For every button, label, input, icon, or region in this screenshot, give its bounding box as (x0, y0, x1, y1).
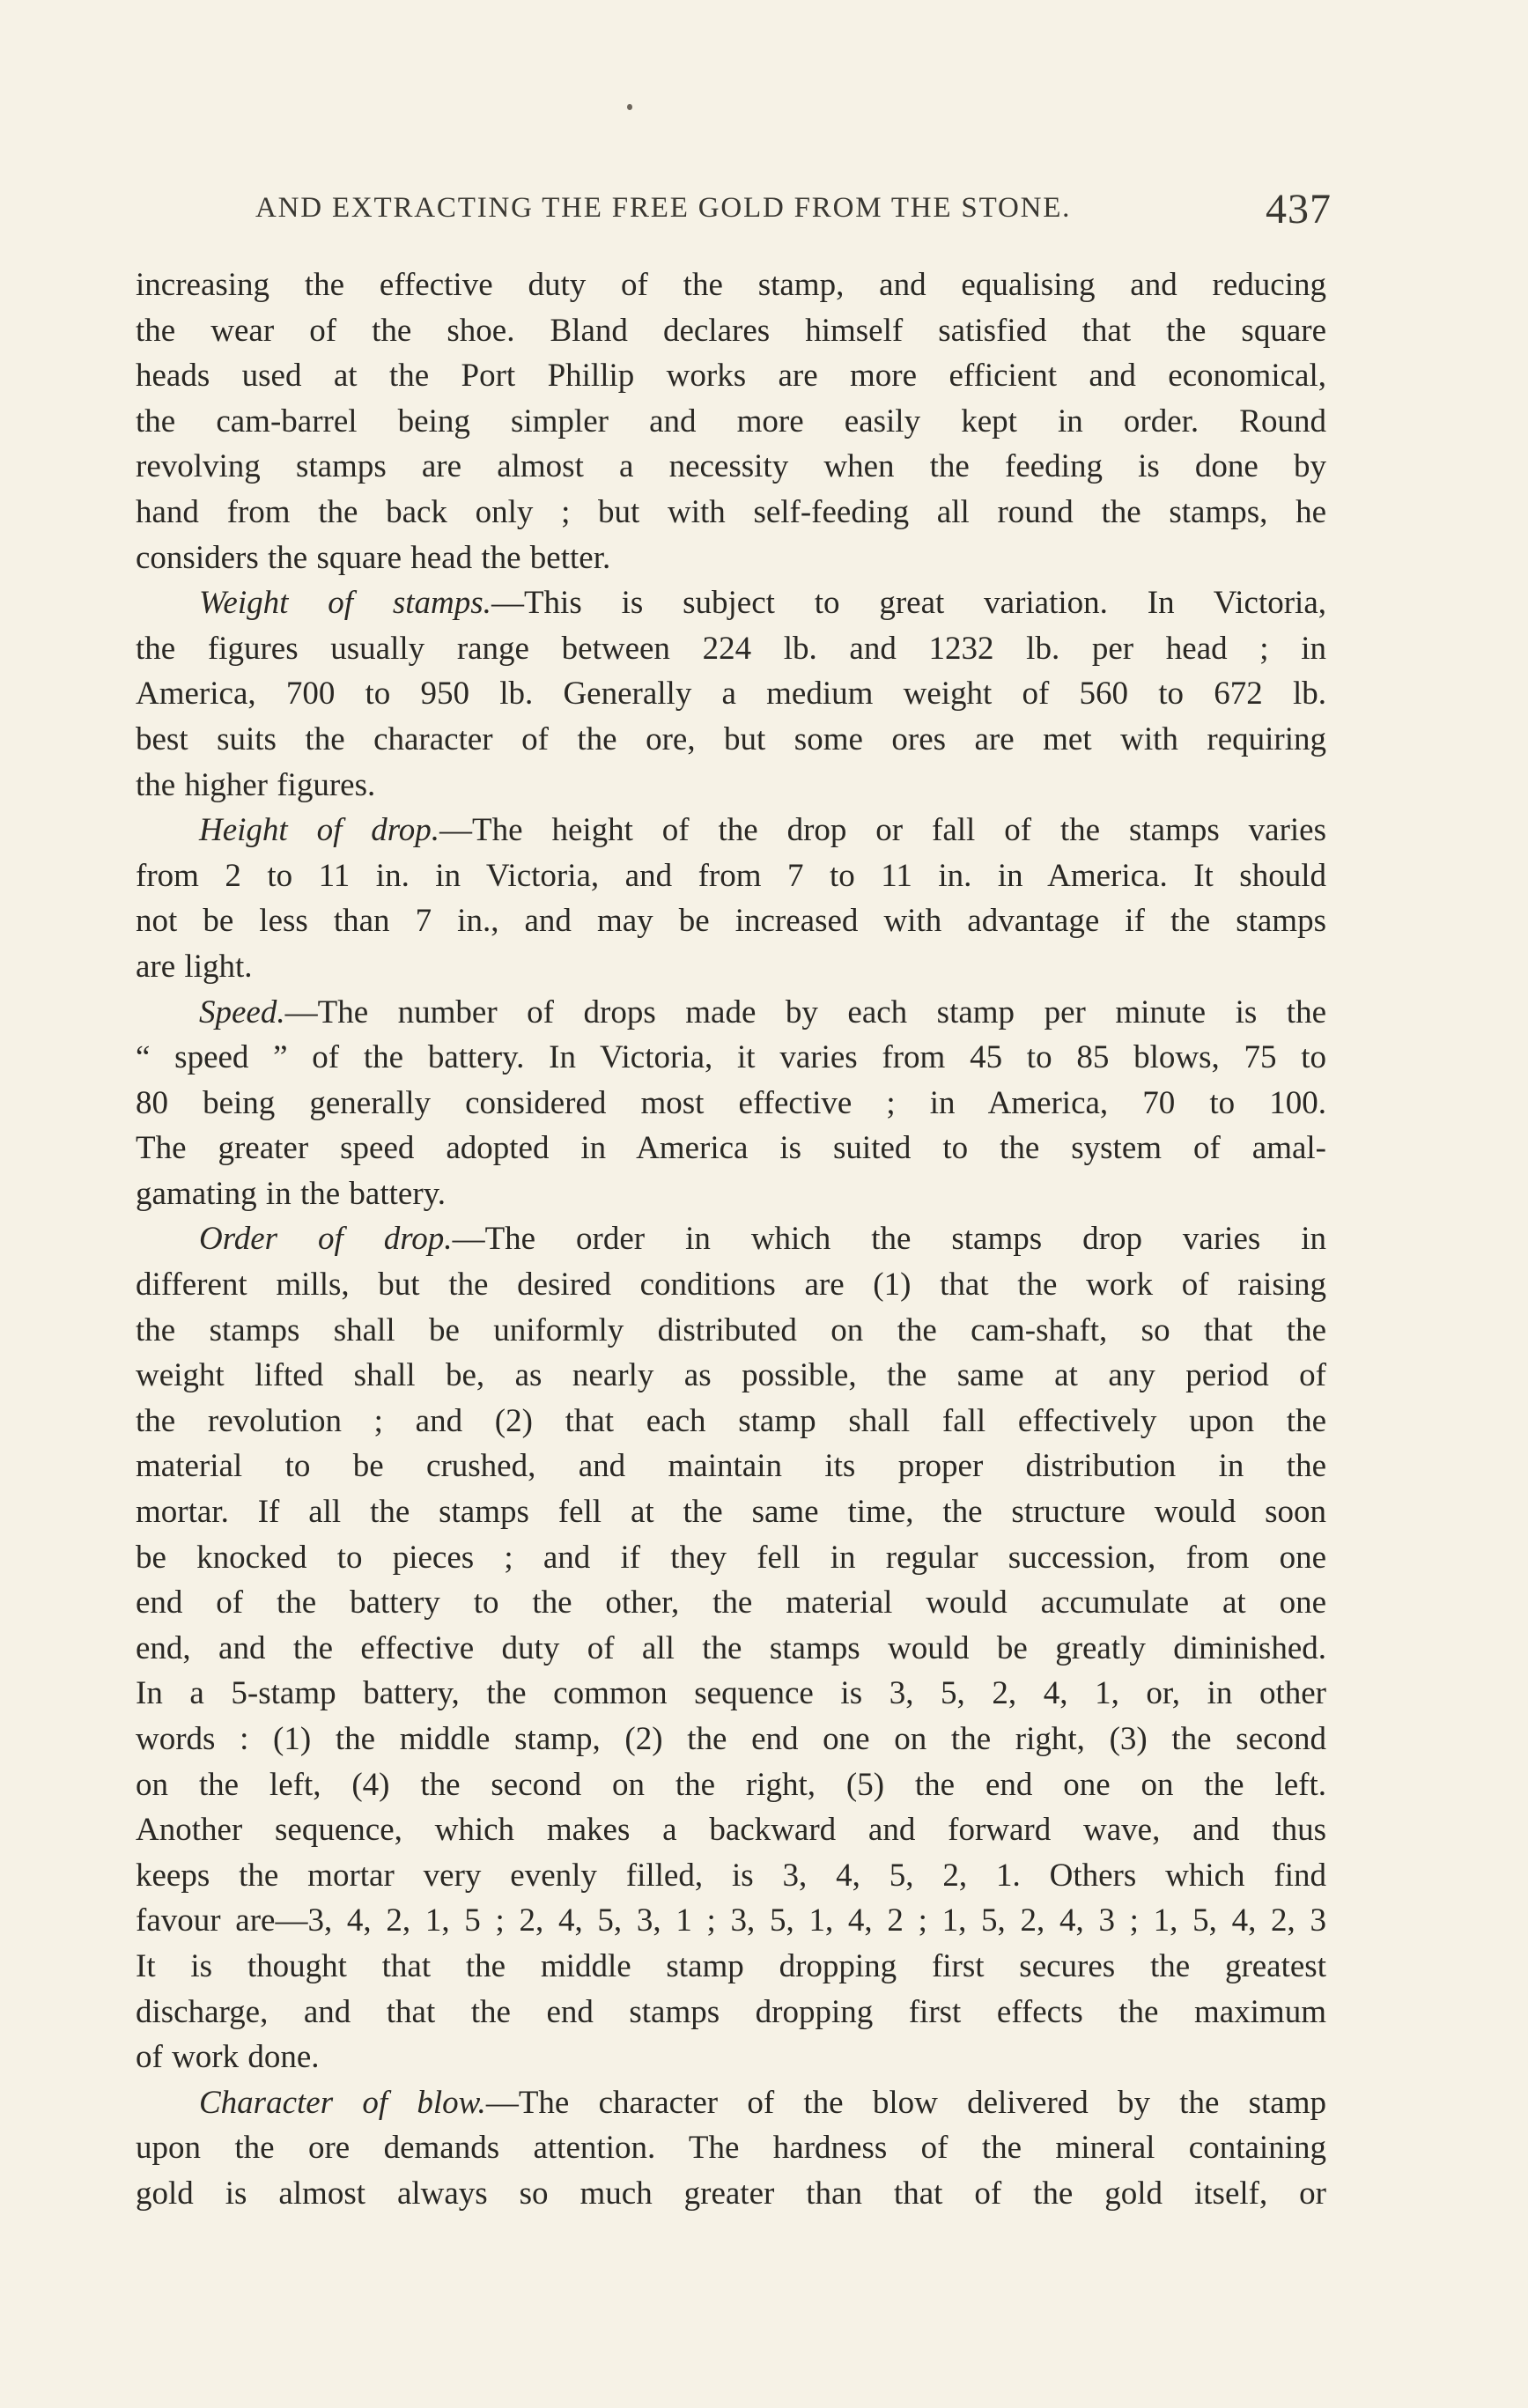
line-text: In a 5-stamp battery, the common sequence is 3, 5, 2, 4, 1, or, in other (136, 1675, 1326, 1712)
paper-speck (627, 104, 632, 110)
line-text: keeps the mortar very evenly filled, is 3, 4, 5, 2, 1. Others which find (136, 1857, 1326, 1894)
text-line (136, 2171, 1326, 2217)
line-text: —The character of the blow delivered by the stamp (485, 2084, 1326, 2121)
line-text: mortar. If all the stamps fell at the same time, the structure would soon (136, 1494, 1326, 1531)
text-line (136, 1308, 1326, 1354)
text-line (136, 2035, 1326, 2080)
line-text: on the left, (4) the second on the right, (5) the end one on the left. (136, 1766, 1326, 1803)
line-text: The greater speed adopted in America is suited to the system of amal- (136, 1130, 1326, 1167)
text-line (136, 308, 1326, 354)
text-line (136, 580, 1326, 626)
line-text: favour are—3, 4, 2, 1, 5 ; 2, 4, 5, 3, 1 ; 3, 5, 1, 4, 2 ; 1, 5, 2, 4, 3 ; 1, 5, 4, 2, 3 (136, 1902, 1326, 1939)
text-line (136, 898, 1326, 944)
line-text: revolving stamps are almost a necessity when the feeding is done by (136, 448, 1326, 485)
text-line (136, 1898, 1326, 1944)
body-text (136, 262, 1326, 2217)
line-text: the cam-barrel being simpler and more easily kept in order. Round (136, 403, 1326, 439)
text-line (136, 1535, 1326, 1581)
paragraph-heading: Order of drop. (199, 1221, 453, 1258)
text-line (136, 1081, 1326, 1126)
running-title: AND EXTRACTING THE FREE GOLD FROM THE STONE. (255, 192, 1072, 224)
text-line (136, 490, 1326, 536)
line-text: not be less than 7 in., and may be increased with advantage if the stamps (136, 903, 1326, 940)
line-text: considers the square head the better. (136, 539, 611, 576)
paragraph-heading: Speed. (199, 993, 285, 1030)
line-text: gold is almost always so much greater than that of the gold itself, or (136, 2175, 1326, 2212)
line-text: best suits the character of the ore, but some ores are met with requiring (136, 720, 1326, 757)
line-text: —The order in which the stamps drop varies in (452, 1221, 1327, 1258)
line-text: of work done. (136, 2039, 320, 2076)
running-head (255, 185, 1332, 238)
text-line (136, 1671, 1326, 1717)
text-line (136, 853, 1326, 899)
text-line (136, 399, 1326, 445)
text-line (136, 671, 1326, 717)
text-line (136, 1262, 1326, 1308)
line-text: —The number of drops made by each stamp per minute is the (284, 993, 1326, 1030)
line-text: —The height of the drop or fall of the stamps varies (439, 812, 1326, 849)
line-text: discharge, and that the end stamps dropping first effects the maximum (136, 1993, 1326, 2030)
text-line (136, 1990, 1326, 2035)
line-text: the wear of the shoe. Bland declares himself satisfied that the square (136, 312, 1326, 349)
text-line (136, 763, 1326, 809)
line-text: are light. (136, 948, 253, 985)
text-line (136, 353, 1326, 399)
line-text: be knocked to pieces ; and if they fell in regular succession, from one (136, 1539, 1326, 1576)
line-text: America, 700 to 950 lb. Generally a medium weight of 560 to 672 lb. (136, 676, 1326, 713)
line-text: the stamps shall be uniformly distributed on the cam-shaft, so that the (136, 1311, 1326, 1348)
text-line (136, 536, 1326, 581)
text-line (136, 717, 1326, 763)
text-line (136, 1717, 1326, 1762)
line-text: —This is subject to great variation. In Victoria, (491, 585, 1327, 622)
text-line (136, 1807, 1326, 1853)
line-text: words : (1) the middle stamp, (2) the end one on the right, (3) the second (136, 1721, 1326, 1757)
text-line (136, 1762, 1326, 1808)
line-text: Another sequence, which makes a backward and forward wave, and thus (136, 1812, 1326, 1849)
line-text: hand from the back only ; but with self-feeding all round the stamps, he (136, 493, 1326, 530)
text-line (136, 1626, 1326, 1672)
text-line (136, 990, 1326, 1036)
line-text: upon the ore demands attention. The hardness of the mineral containing (136, 2130, 1326, 2167)
text-line (136, 1171, 1326, 1217)
text-line (136, 626, 1326, 672)
text-line (136, 1126, 1326, 1171)
line-text: weight lifted shall be, as nearly as possible, the same at any period of (136, 1357, 1326, 1394)
text-line (136, 262, 1326, 308)
text-line (136, 1944, 1326, 1990)
text-line (136, 444, 1326, 490)
line-text: different mills, but the desired conditions are (1) that the work of raising (136, 1267, 1326, 1304)
text-line (136, 1853, 1326, 1899)
line-text: the revolution ; and (2) that each stamp shall fall effectively upon the (136, 1402, 1326, 1439)
text-line (136, 1216, 1326, 1262)
text-line (136, 944, 1326, 990)
line-text: from 2 to 11 in. in Victoria, and from 7 to 11 in. in America. It should (136, 857, 1326, 894)
paragraph-heading: Height of drop. (199, 812, 440, 849)
line-text: the figures usually range between 224 lb. and 1232 lb. per head ; in (136, 630, 1326, 667)
text-line (136, 1444, 1326, 1489)
line-text: It is thought that the middle stamp dropping first secures the greatest (136, 1947, 1326, 1984)
line-text: heads used at the Port Phillip works are more efficient and economical, (136, 358, 1326, 395)
line-text: 80 being generally considered most effective ; in America, 70 to 100. (136, 1084, 1326, 1121)
line-text: material to be crushed, and maintain its proper distribution in the (136, 1448, 1326, 1485)
text-line (136, 1580, 1326, 1626)
text-line (136, 2080, 1326, 2126)
text-line (136, 808, 1326, 853)
text-line (136, 2125, 1326, 2171)
paragraph-heading: Weight of stamps. (199, 585, 491, 622)
line-text: end, and the effective duty of all the stamps would be greatly diminished. (136, 1629, 1326, 1666)
line-text: gamating in the battery. (136, 1175, 446, 1212)
line-text: “ speed ” of the battery. In Victoria, it varies from 45 to 85 blows, 75 to (136, 1039, 1326, 1076)
paragraph-heading: Character of blow. (199, 2084, 486, 2121)
text-line (136, 1353, 1326, 1399)
text-line (136, 1399, 1326, 1444)
text-line (136, 1489, 1326, 1535)
line-text: end of the battery to the other, the material would accumulate at one (136, 1584, 1326, 1621)
text-line (136, 1035, 1326, 1081)
page-number: 437 (1266, 186, 1332, 233)
line-text: the higher figures. (136, 766, 376, 803)
line-text: increasing the effective duty of the stamp, and equalising and reducing (136, 267, 1326, 303)
